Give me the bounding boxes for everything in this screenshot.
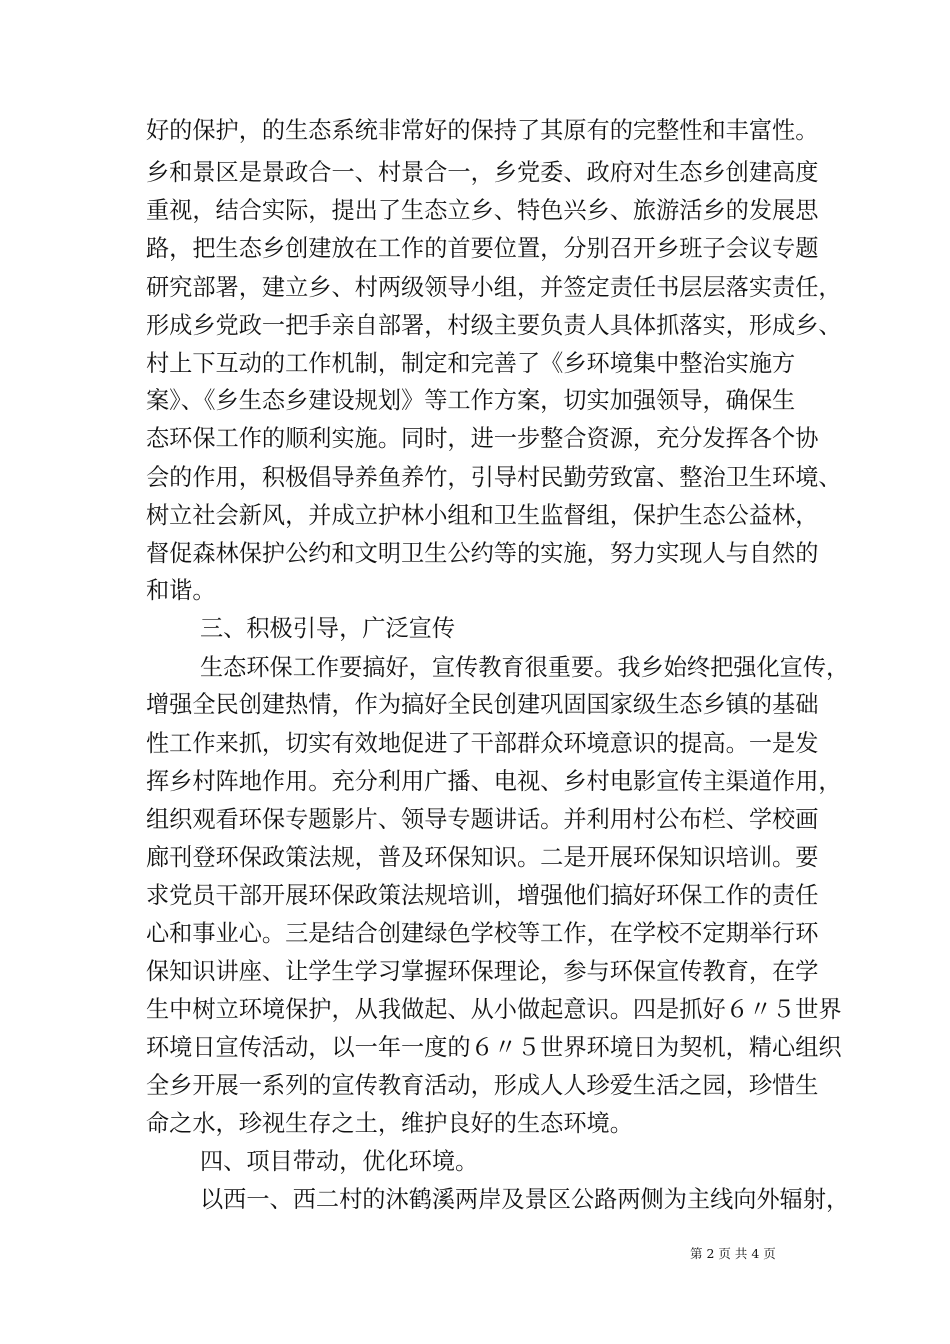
text-line-4: 路，把生态乡创建放在工作的首要位置，分别召开乡班子会议专题 (146, 235, 819, 262)
text-line-23: 保知识讲座、让学生学习掌握环保理论，参与环保宣传教育，在学 (146, 958, 819, 985)
text-line-2: 乡和景区是景政合一、村景合一，乡党委、政府对生态乡创建高度 (146, 159, 819, 186)
section-heading-3: 三、积极引导，广泛宣传 (200, 615, 456, 642)
text-line-17: 性工作来抓，切实有效地促进了干部群众环境意识的提高。一是发 (146, 730, 819, 757)
section-heading-4: 四、项目带动，优化环境。 (200, 1148, 479, 1175)
text-line-20: 廊刊登环保政策法规，普及环保知识。二是开展环保知识培训。要 (146, 844, 819, 871)
text-line-3: 重视，结合实际，提出了生态立乡、特色兴乡、旅游活乡的发展思 (146, 197, 819, 224)
text-line-19: 组织观看环保专题影片、领导专题讲话。并利用村公布栏、学校画 (146, 806, 819, 833)
text-line-25: 环境日宣传活动，以一年一度的６〃５世界环境日为契机，精心组织 (146, 1034, 842, 1061)
text-line-1: 好的保护，的生态系统非常好的保持了其原有的完整性和丰富性。 (146, 117, 819, 144)
text-line-16: 增强全民创建热情，作为搞好全民创建巩固国家级生态乡镇的基础 (146, 691, 819, 718)
text-line-27: 命之水，珍视生存之土，维护良好的生态环境。 (146, 1110, 633, 1137)
text-line-12: 督促森林保护公约和文明卫生公约等的实施，努力实现人与自然的 (146, 540, 819, 567)
text-line-7: 村上下互动的工作机制，制定和完善了《乡环境集中整治实施方 (146, 350, 796, 377)
text-line-10: 会的作用，积极倡导养鱼养竹，引导村民勤劳致富、整治卫生环境、 (146, 464, 842, 491)
page-number-footer: 第 2 页 共 4 页 (690, 1246, 776, 1261)
text-line-22: 心和事业心。三是结合创建绿色学校等工作，在学校不定期举行环 (146, 920, 819, 947)
text-line-13: 和谐。 (146, 577, 216, 604)
text-line-11: 树立社会新风，并成立护林小组和卫生监督组，保护生态公益林， (146, 502, 819, 529)
text-line-5: 研究部署，建立乡、村两级领导小组，并签定责任书层层落实责任， (146, 274, 842, 301)
text-line-8: 案》、《乡生态乡建设规划》等工作方案，切实加强领导，确保生 (146, 387, 796, 414)
text-line-29: 以西一、西二村的沐鹤溪两岸及景区公路两侧为主线向外辐射， (200, 1186, 850, 1213)
text-line-6: 形成乡党政一把手亲自部署，村级主要负责人具体抓落实，形成乡、 (146, 312, 842, 339)
text-line-9: 态环保工作的顺利实施。同时，进一步整合资源，充分发挥各个协 (146, 425, 819, 452)
text-line-24: 生中树立环境保护，从我做起、从小做起意识。四是抓好６〃５世界 (146, 996, 842, 1023)
text-line-26: 全乡开展一系列的宣传教育活动，形成人人珍爱生活之园，珍惜生 (146, 1072, 819, 1099)
text-line-15: 生态环保工作要搞好，宣传教育很重要。我乡始终把强化宣传， (200, 654, 850, 681)
text-line-18: 挥乡村阵地作用。充分利用广播、电视、乡村电影宣传主渠道作用， (146, 768, 842, 795)
text-line-21: 求党员干部开展环保政策法规培训，增强他们搞好环保工作的责任 (146, 882, 819, 909)
